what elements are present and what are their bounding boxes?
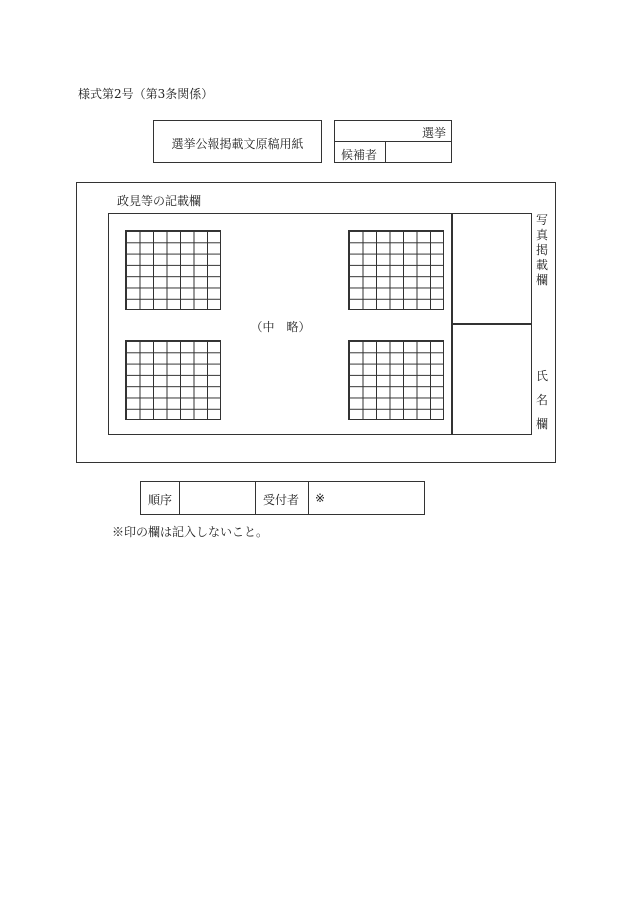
photo-column-label: 写 真 掲 載 欄 [535, 213, 548, 287]
name-column-label: 氏 [535, 369, 548, 383]
note-text: ※印の欄は記入しないこと。 [112, 525, 269, 539]
omitted-label: （中 略） [250, 320, 311, 334]
manuscript-grid-bottom-right [348, 340, 444, 420]
form-title: 選挙公報掲載文原稿用紙 [171, 137, 304, 151]
section-title: 政見等の記載欄 [117, 194, 202, 208]
photo-area[interactable] [451, 213, 532, 325]
reference-mark: ※ [315, 491, 326, 505]
candidate-name-field[interactable] [387, 142, 451, 162]
name-column-label: 欄 [535, 417, 548, 431]
candidate-label: 候補者 [341, 148, 378, 162]
order-label: 順序 [148, 493, 173, 507]
candidate-box [334, 120, 452, 163]
manuscript-grid-bottom-left [125, 340, 221, 420]
receipt-table [140, 481, 425, 515]
title-box [153, 120, 322, 163]
manuscript-grid-top-right [348, 230, 444, 310]
manuscript-grid-top-left [125, 230, 221, 310]
order-field[interactable] [181, 483, 254, 513]
form-number: 様式第2号（第3条関係） [78, 87, 214, 101]
name-area[interactable] [451, 323, 532, 435]
name-column-label: 名 [535, 393, 548, 407]
policy-section [76, 182, 556, 463]
writing-area[interactable] [108, 213, 453, 435]
election-label: 選挙 [421, 126, 446, 140]
receiver-label: 受付者 [263, 493, 300, 507]
